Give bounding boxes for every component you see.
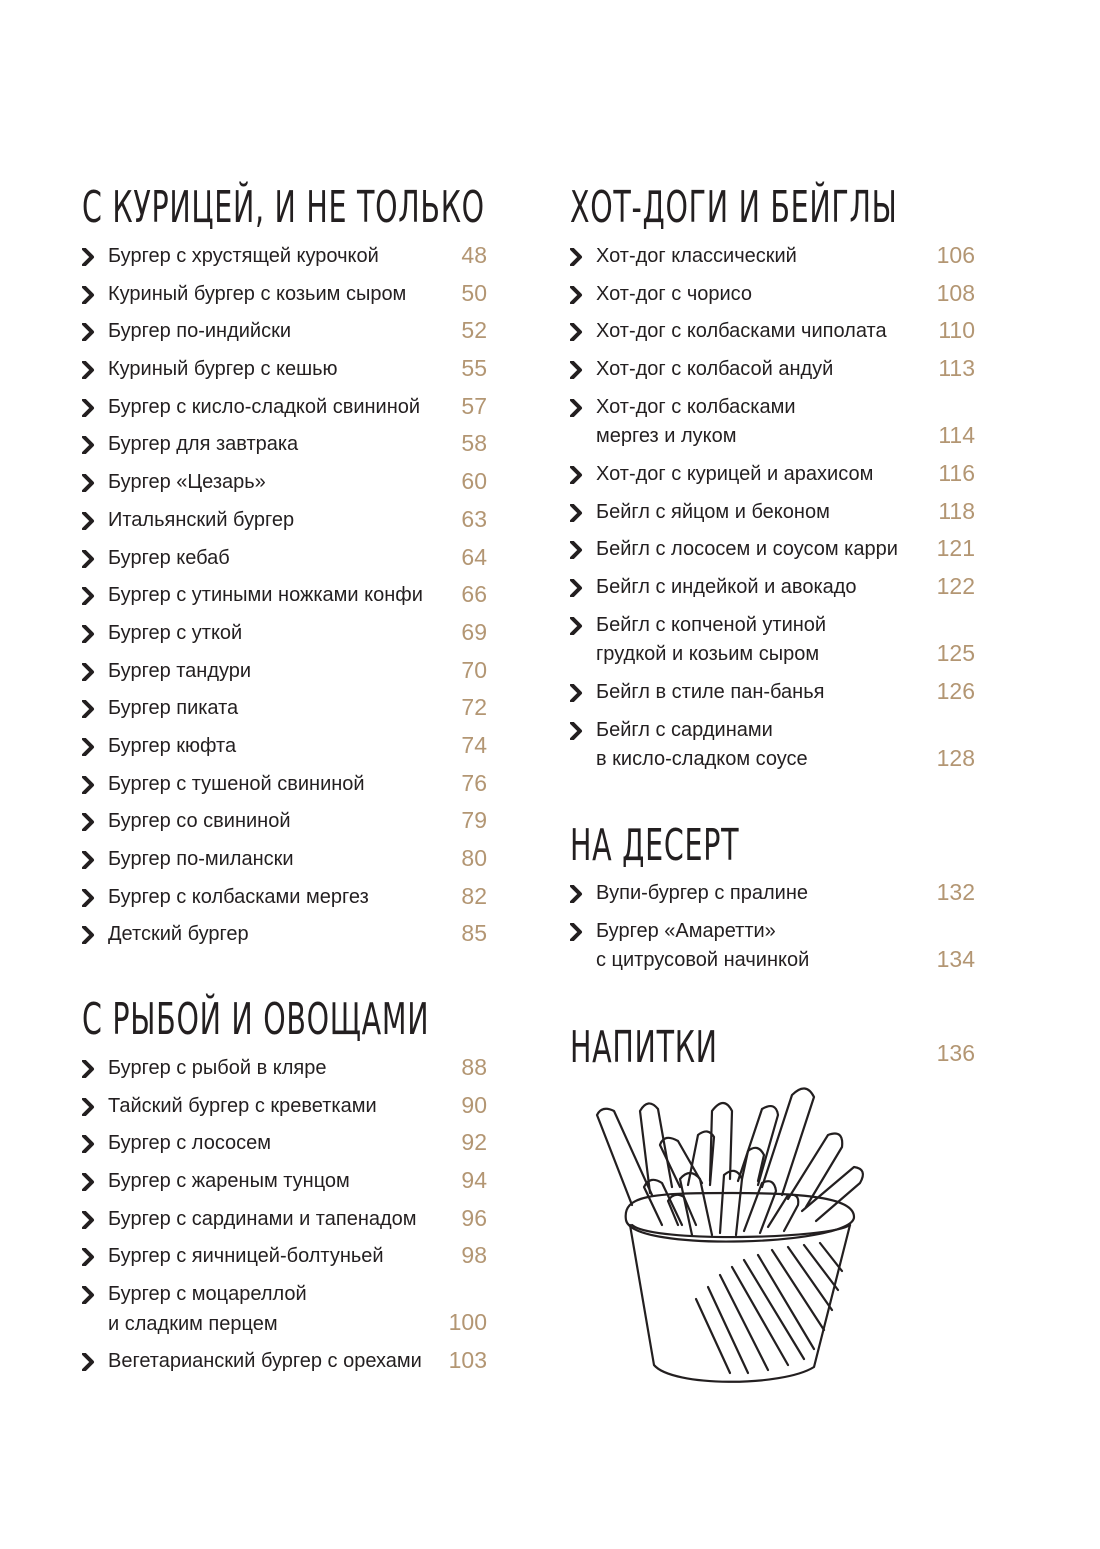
toc-entry[interactable] xyxy=(570,460,975,498)
page-number: 110 xyxy=(938,317,975,344)
entry-title: Куриный бургер с козьим сыром xyxy=(108,282,407,305)
chevron-right-icon xyxy=(82,1248,96,1266)
chevron-right-icon xyxy=(570,885,584,903)
chevron-right-icon xyxy=(82,1286,96,1304)
entry-title: Бейгл в стиле пан-банья xyxy=(596,680,825,703)
toc-entry[interactable] xyxy=(82,581,487,619)
toc-entry[interactable] xyxy=(82,807,487,845)
chevron-right-icon xyxy=(82,512,96,530)
entry-title: Хот-дог с колбасой андуй xyxy=(596,358,834,381)
chevron-right-icon xyxy=(570,361,584,379)
toc-entry[interactable] xyxy=(570,716,975,783)
toc-entry[interactable] xyxy=(82,1242,487,1280)
entry-title: Бургер с рыбой в кляре xyxy=(108,1057,327,1079)
entry-title: Бургер с лососем xyxy=(108,1132,272,1155)
toc-entry[interactable] xyxy=(82,883,487,921)
section-chicken xyxy=(82,182,487,958)
chevron-right-icon xyxy=(82,1173,96,1191)
page-number: 134 xyxy=(936,945,975,972)
page-number: 98 xyxy=(461,1242,487,1269)
chevron-right-icon xyxy=(82,550,96,568)
chevron-right-icon xyxy=(570,541,584,559)
page-number: 52 xyxy=(461,317,487,344)
page-number: 50 xyxy=(461,279,487,306)
page-number: 113 xyxy=(938,355,975,382)
entry-title: Бейгл с яйцом и беконом xyxy=(596,500,830,523)
section-dessert xyxy=(570,820,975,984)
toc-entry[interactable] xyxy=(82,1054,487,1092)
toc-entry[interactable] xyxy=(570,498,975,536)
entry-title: Бургер пиката xyxy=(108,697,239,720)
chevron-right-icon xyxy=(570,466,584,484)
chevron-right-icon xyxy=(82,1060,96,1078)
toc-entry[interactable] xyxy=(82,544,487,582)
entry-title: Хот-дог с чорисо xyxy=(596,282,753,305)
page-number: 85 xyxy=(461,920,487,947)
chevron-right-icon xyxy=(570,399,584,417)
toc-entry[interactable] xyxy=(82,619,487,657)
page-number: 55 xyxy=(461,355,487,382)
chevron-right-icon xyxy=(82,851,96,869)
fries-cup-illustration xyxy=(592,1075,867,1395)
entry-title: Бургер по-милански xyxy=(108,848,294,870)
entry-title: Бейгл с копченой утиной грудкой и козьим сыром xyxy=(596,613,827,666)
chevron-right-icon xyxy=(82,776,96,794)
entry-title: Бургер с яичницей-болтуньей xyxy=(108,1245,384,1268)
page-number: 106 xyxy=(936,242,975,268)
chevron-right-icon xyxy=(82,926,96,944)
toc-list xyxy=(82,242,487,958)
page-number: 114 xyxy=(938,421,975,448)
page-number: 66 xyxy=(461,581,487,608)
entry-title: Бургер с сардинами и тапенадом xyxy=(108,1207,417,1230)
page-number: 57 xyxy=(461,392,487,419)
chevron-right-icon xyxy=(82,436,96,454)
page-number: 70 xyxy=(461,656,487,683)
page-number: 64 xyxy=(461,543,487,570)
toc-entry[interactable] xyxy=(82,393,487,431)
entry-title: Куриный бургер с кешью xyxy=(108,358,338,381)
entry-title: Хот-дог с курицей и арахисом xyxy=(596,462,874,485)
entry-title: Бургер «Цезарь» xyxy=(108,471,266,494)
page-number: 108 xyxy=(936,279,975,306)
chevron-right-icon xyxy=(570,286,584,304)
toc-entry[interactable] xyxy=(82,657,487,695)
page-number: 125 xyxy=(936,639,975,666)
section-heading: НА ДЕСЕРТ xyxy=(570,820,740,871)
toc-entry[interactable] xyxy=(570,917,975,984)
entry-title: Бургер тандури xyxy=(108,659,252,682)
page-number: 58 xyxy=(461,430,487,457)
page-number: 126 xyxy=(936,677,975,704)
chevron-right-icon xyxy=(570,617,584,635)
chevron-right-icon xyxy=(82,286,96,304)
chevron-right-icon xyxy=(82,1211,96,1229)
chevron-right-icon xyxy=(570,579,584,597)
chevron-right-icon xyxy=(570,684,584,702)
toc-list xyxy=(82,1054,487,1385)
entry-title: Бейгл с сардинами в кисло-сладком соусе xyxy=(596,718,808,771)
entry-title: Бейгл с лососем и соусом карри xyxy=(596,538,898,561)
entry-title: Хот-дог с колбасками чиполата xyxy=(596,320,887,343)
chevron-right-icon xyxy=(82,1098,96,1116)
chevron-right-icon xyxy=(570,722,584,740)
toc-entry[interactable] xyxy=(570,535,975,573)
toc-entry[interactable] xyxy=(82,430,487,468)
chevron-right-icon xyxy=(82,625,96,643)
chevron-right-icon xyxy=(82,587,96,605)
page-number: 94 xyxy=(461,1167,487,1194)
page-number: 48 xyxy=(461,242,487,268)
section-heading: С РЫБОЙ И ОВОЩАМИ xyxy=(82,994,430,1045)
chevron-right-icon xyxy=(82,399,96,417)
page-number: 76 xyxy=(461,769,487,796)
toc-entry[interactable] xyxy=(82,1280,487,1347)
entry-title: Бургер с утиными ножками конфи xyxy=(108,584,423,607)
page-number: 90 xyxy=(461,1091,487,1118)
toc-entry[interactable] xyxy=(570,355,975,393)
toc-entry[interactable] xyxy=(82,1167,487,1205)
page-number: 118 xyxy=(938,497,975,524)
section-hotdogs-bagels xyxy=(570,182,975,783)
toc-entry[interactable] xyxy=(82,770,487,808)
toc-entry[interactable] xyxy=(82,468,487,506)
toc-list xyxy=(570,242,975,783)
page-number: 88 xyxy=(461,1054,487,1080)
entry-title: Бургер для завтрака xyxy=(108,433,299,456)
page-number: 74 xyxy=(461,731,487,758)
entry-title: Хот-дог классический xyxy=(596,245,797,267)
entry-title: Бургер с тушеной свининой xyxy=(108,772,365,795)
page-number: 60 xyxy=(461,468,487,495)
toc-entry[interactable] xyxy=(82,506,487,544)
toc-entry[interactable] xyxy=(82,1205,487,1243)
chevron-right-icon xyxy=(82,663,96,681)
toc-entry[interactable] xyxy=(82,1092,487,1130)
chevron-right-icon xyxy=(570,323,584,341)
toc-entry[interactable] xyxy=(82,317,487,355)
toc-entry[interactable] xyxy=(570,393,975,460)
toc-entry[interactable] xyxy=(570,242,975,280)
chevron-right-icon xyxy=(82,361,96,379)
toc-entry[interactable] xyxy=(82,732,487,770)
entry-title: Бейгл с индейкой и авокадо xyxy=(596,576,857,598)
page-number: 128 xyxy=(936,744,975,771)
section-heading: НАПИТКИ xyxy=(570,1022,718,1073)
toc-entry[interactable] xyxy=(82,355,487,393)
toc-entry[interactable] xyxy=(82,845,487,883)
chevron-right-icon xyxy=(82,813,96,831)
chevron-right-icon xyxy=(82,1135,96,1153)
page-number: 121 xyxy=(936,535,975,562)
chevron-right-icon xyxy=(82,700,96,718)
toc-entry[interactable] xyxy=(82,920,487,958)
entry-title: Бургер кебаб xyxy=(108,546,230,569)
section-heading: ХОТ-ДОГИ И БЕЙГЛЫ xyxy=(570,182,898,233)
entry-title: Бургер с моцареллой и сладким перцем xyxy=(108,1283,307,1335)
entry-title: Бургер кюфта xyxy=(108,734,237,757)
chevron-right-icon xyxy=(82,738,96,756)
page-number: 100 xyxy=(448,1309,487,1336)
entry-title: Итальянский бургер xyxy=(108,508,295,531)
toc-entry[interactable] xyxy=(570,879,975,917)
entry-title: Бургер с уткой xyxy=(108,621,243,644)
toc-entry[interactable] xyxy=(82,1347,487,1385)
entry-title: Бургер «Амаретти» с цитрусовой начинкой xyxy=(596,919,810,972)
section-fish-vegetables xyxy=(82,994,487,1385)
entry-title: Хот-дог с колбасками мергез и луком xyxy=(596,395,796,448)
chevron-right-icon xyxy=(82,248,96,266)
entry-title: Детский бургер xyxy=(108,923,249,946)
toc-entry[interactable] xyxy=(82,242,487,280)
toc-entry[interactable] xyxy=(82,1129,487,1167)
page-number: 82 xyxy=(461,882,487,909)
page-number: 96 xyxy=(461,1204,487,1231)
chevron-right-icon xyxy=(570,248,584,266)
entry-title: Бургер с кисло-сладкой свининой xyxy=(108,395,421,418)
page-number: 79 xyxy=(461,807,487,834)
chevron-right-icon xyxy=(82,323,96,341)
page-number: 63 xyxy=(461,505,487,532)
page-number: 132 xyxy=(936,879,975,905)
section-heading: С КУРИЦЕЙ, И НЕ ТОЛЬКО xyxy=(82,182,485,233)
toc-entry[interactable] xyxy=(570,280,975,318)
page-number: 116 xyxy=(938,459,975,486)
page-number: 92 xyxy=(461,1129,487,1156)
page-number: 103 xyxy=(448,1347,487,1374)
entry-title: Вупи-бургер с пралине xyxy=(596,882,808,904)
toc-list xyxy=(570,879,975,984)
entry-title: Бургер с колбасками мергез xyxy=(108,885,369,908)
toc-entry[interactable] xyxy=(570,678,975,716)
page-number: 80 xyxy=(461,845,487,871)
entry-title: Бургер со свининой xyxy=(108,810,291,833)
entry-title: Тайский бургер с креветками xyxy=(108,1094,377,1117)
entry-title: Бургер с жареным тунцом xyxy=(108,1170,350,1193)
page-number: 122 xyxy=(936,573,975,599)
chevron-right-icon xyxy=(82,1353,96,1371)
chevron-right-icon xyxy=(82,889,96,907)
toc-entry[interactable] xyxy=(570,317,975,355)
toc-entry[interactable] xyxy=(82,694,487,732)
chevron-right-icon xyxy=(570,504,584,522)
entry-title: Вегетарианский бургер с орехами xyxy=(108,1350,422,1373)
entry-title: Бургер по-индийски xyxy=(108,320,292,343)
toc-entry[interactable] xyxy=(82,280,487,318)
entry-title: Бургер с хрустящей курочкой xyxy=(108,245,379,267)
section-drinks xyxy=(570,1022,975,1078)
chevron-right-icon xyxy=(82,474,96,492)
page-number: 136 xyxy=(936,1040,975,1066)
toc-entry[interactable] xyxy=(570,611,975,678)
toc-entry[interactable] xyxy=(570,573,975,611)
page-number: 72 xyxy=(461,694,487,721)
chevron-right-icon xyxy=(570,923,584,941)
page-number: 69 xyxy=(461,618,487,645)
